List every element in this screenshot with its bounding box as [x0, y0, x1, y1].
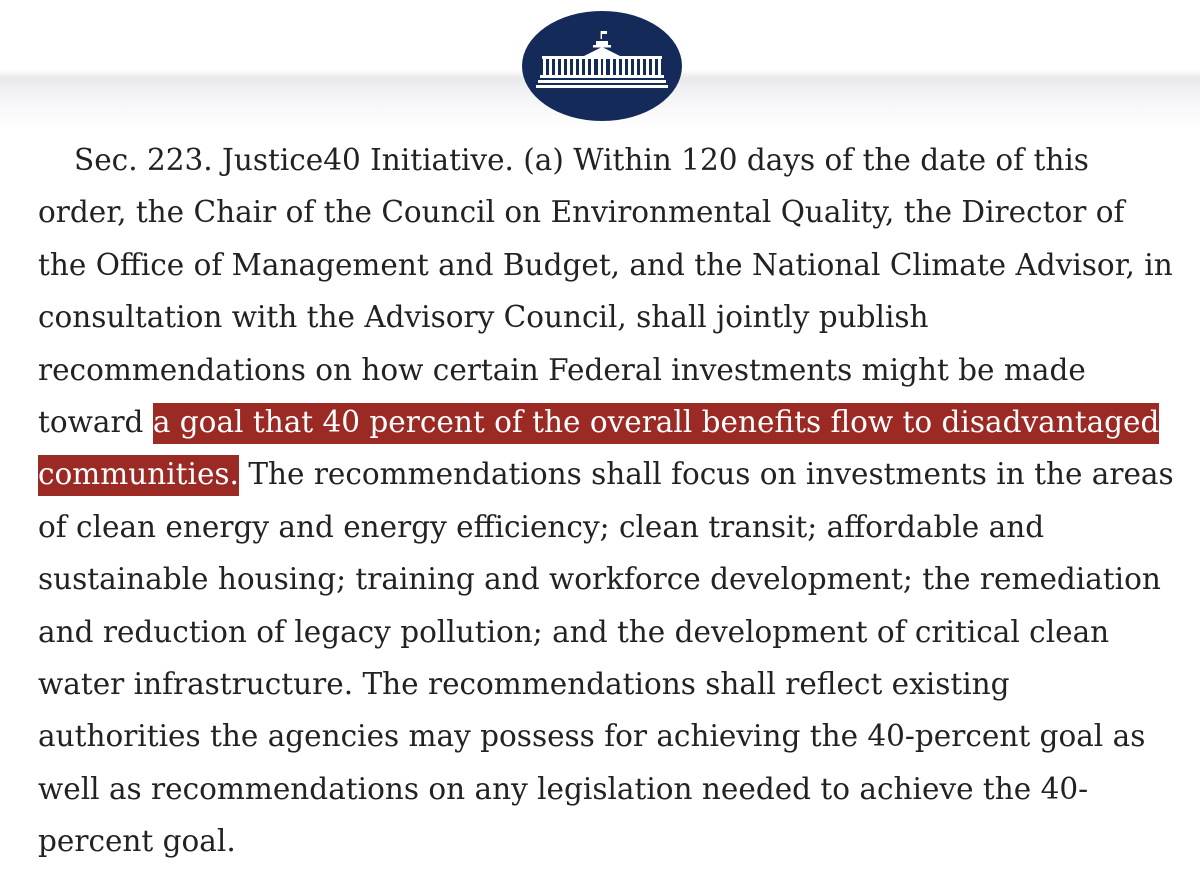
- white-house-icon: [522, 11, 682, 121]
- highlighted-phrase: a goal that 40 percent of the overall benefits flow to disadvantaged communities.: [38, 403, 1159, 496]
- paragraph-text-after-highlight: The recommendations shall focus on investments in the areas of clean energy and energy efficiency; clean transit; affordable and sustainable housing; training and workforce development; the remediation and reduction of legacy pollution; and the development of critical clean water infrastructure. The recommendations shall reflect existing authorities the agencies may possess for achieving the 40-percent goal as well as recommendations on any legislation needed to achieve the 40-percent goal.: [38, 457, 1174, 859]
- paragraph-text-before-highlight: Sec. 223. Justice40 Initiative. (a) Within 120 days of the date of this order, the Chair of the Council on Environmental Quality, the Director of the Office of Management and Budget, and the National Climate Advisor, in consultation with the Advisory Council, shall jointly publish recommendations on how certain Federal investments might be made toward: [38, 143, 1173, 440]
- section-paragraph: [38, 134, 1178, 868]
- document-body: [38, 134, 1178, 868]
